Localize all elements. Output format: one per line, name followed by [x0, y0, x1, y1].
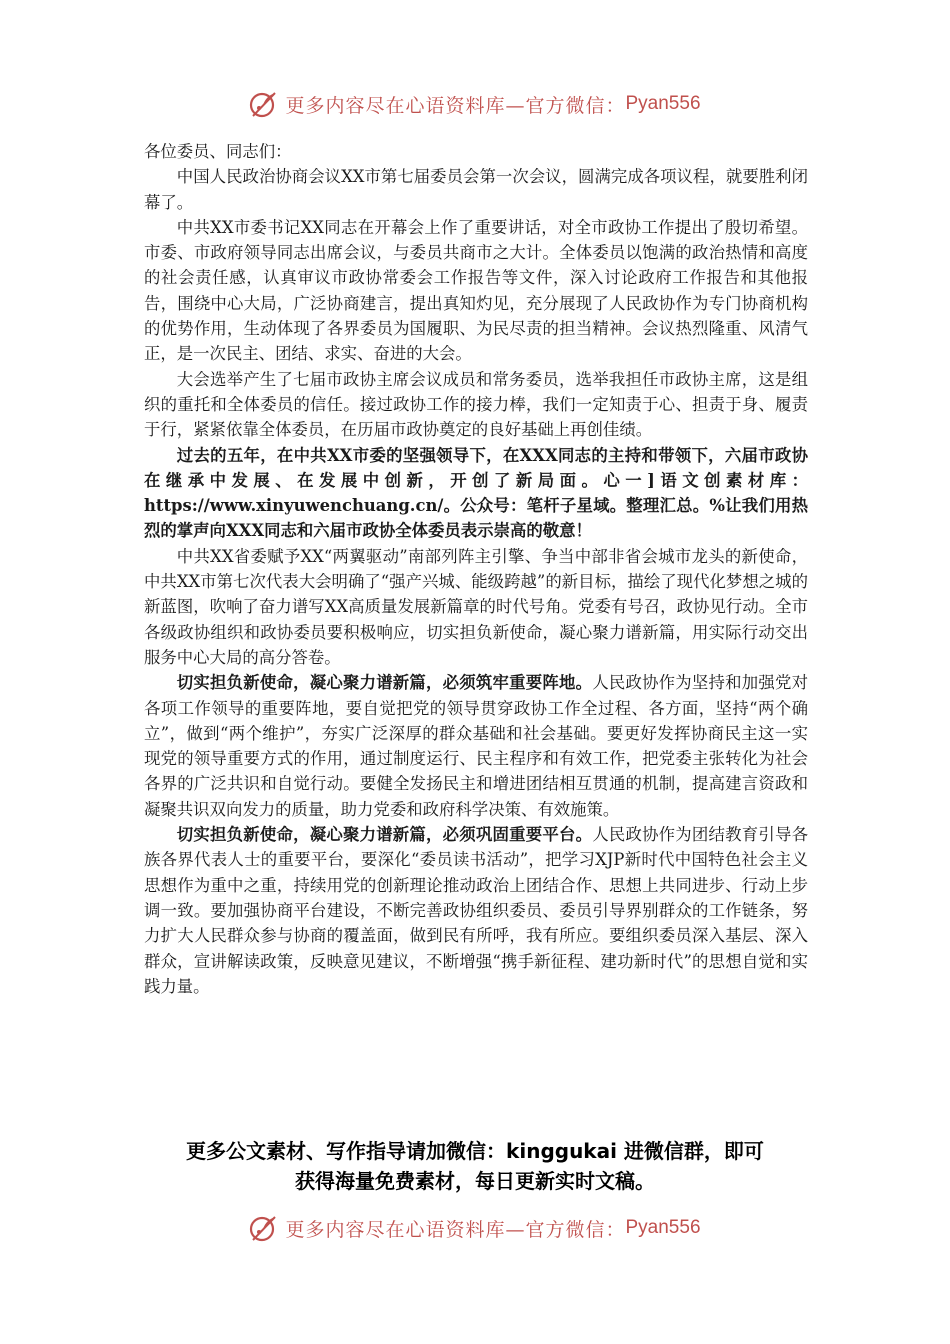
- footer-note-line-2: 获得海量免费素材，每日更新实时文稿。: [295, 1169, 655, 1193]
- banner-wechat-id: Pyan556: [625, 1217, 701, 1238]
- paragraph-7: [144, 822, 808, 999]
- paragraph-7-rest: 人民政协作为团结教育引导各族各界代表人士的重要平台，要深化“委员读书活动”，把学习XJP新时代中国特色社会主义思想作为重中之重，持续用党的创新理论推动政治上团结合作、思想上共同进步、行动上步调一致。要加强协商平台建设，不断完善政协组织委员、委员引导界别群众的工作链条，努力扩大人民群众参与协商的覆盖面，做到民有所呼，我有所应。要组织委员深入基层、深入群众，宣讲解读政策，反映意见建议，不断增强“携手新征程、建功新时代”的思想自觉和实践力量。: [144, 825, 809, 996]
- banner-text: 更多内容尽在心语资料库—官方微信：: [285, 94, 626, 117]
- salutation: 各位委员、同志们：: [144, 142, 292, 161]
- header-banner: [0, 84, 950, 124]
- paragraph-1: 中国人民政治协商会议XX市第七届委员会第一次会议，圆满完成各项议程，就要胜利闭幕了。: [144, 167, 808, 212]
- paragraph-2: 中共XX市委书记XX同志在开幕会上作了重要讲话，对全市政协工作提出了殷切希望。市委、市政府领导同志出席会议，与委员共商市之大计。全体委员以饱满的政治热情和高度的社会责任感，认真审议市政协常委会工作报告等文件，深入讨论政府工作报告和其他报告，围绕中心大局，广泛协商建言，提出真知灼见，充分展现了人民政协作为专门协商机构的优势作用，生动体现了各界委员为国履职、为民尽责的担当精神。会议热烈隆重、风清气正，是一次民主、团结、求实、奋进的大会。: [144, 217, 808, 364]
- paragraph-4: 过去的五年，在中共XX市委的坚强领导下，在XXX同志的主持和带领下，六届市政协在继承中发展、在发展中创新，开创了新局面。心一]语文创素材库：https://www.xinyuwenchuang.cn/。公众号：笔杆子星域。整理汇总。%让我们用热烈的掌声向XXX同志和六届市政协全体委员表示崇高的敬意！: [144, 445, 808, 541]
- footer-note: [120, 1136, 830, 1196]
- quill-logo-icon: [249, 89, 279, 119]
- banner-text: 更多内容尽在心语资料库—官方微信：: [285, 1218, 626, 1241]
- paragraph-6-lead: 切实担负新使命，凝心聚力谱新篇，必须筑牢重要阵地。: [176, 673, 593, 693]
- footer-note-line-1: 更多公文素材、写作指导请加微信：kinggukai 进微信群，即可: [186, 1139, 764, 1163]
- paragraph-6: [144, 670, 808, 822]
- quill-logo-icon: [249, 1213, 279, 1243]
- document-body: [144, 139, 808, 999]
- paragraph-3: 大会选举产生了七届市政协主席会议成员和常务委员，选举我担任市政协主席，这是组织的重托和全体委员的信任。接过政协工作的接力棒，我们一定知责于心、担责于身、履责于行，紧紧依靠全体委员，在历届市政协奠定的良好基础上再创佳绩。: [144, 369, 808, 440]
- paragraph-7-lead: 切实担负新使命，凝心聚力谱新篇，必须巩固重要平台。: [176, 825, 593, 845]
- paragraph-6-rest: 人民政协作为坚持和加强党对各项工作领导的重要阵地，要自觉把党的领导贯穿政协工作全过程、各方面，坚持“两个确立”，做到“两个维护”，夯实广泛深厚的群众基础和社会基础。要更好发挥协商民主这一实现党的领导重要方式的作用，通过制度运行、民主程序和有效工作，把党委主张转化为社会各界的广泛共识和自觉行动。要健全发扬民主和增进团结相互贯通的机制，提高建言资政和凝聚共识双向发力的质量，助力党委和政府科学决策、有效施策。: [144, 673, 809, 819]
- footer-banner: [0, 1208, 950, 1248]
- paragraph-5: 中共XX省委赋予XX“两翼驱动”南部列阵主引擎、争当中部非省会城市龙头的新使命，中共XX市第七次代表大会明确了“强产兴城、能级跨越”的新目标，描绘了现代化梦想之城的新蓝图，吹响了奋力谱写XX高质量发展新篇章的时代号角。党委有号召，政协见行动。全市各级政协组织和政协委员要积极响应，切实担负新使命，凝心聚力谱新篇，用实际行动交出服务中心大局的高分答卷。: [144, 546, 808, 667]
- banner-wechat-id: Pyan556: [625, 93, 701, 114]
